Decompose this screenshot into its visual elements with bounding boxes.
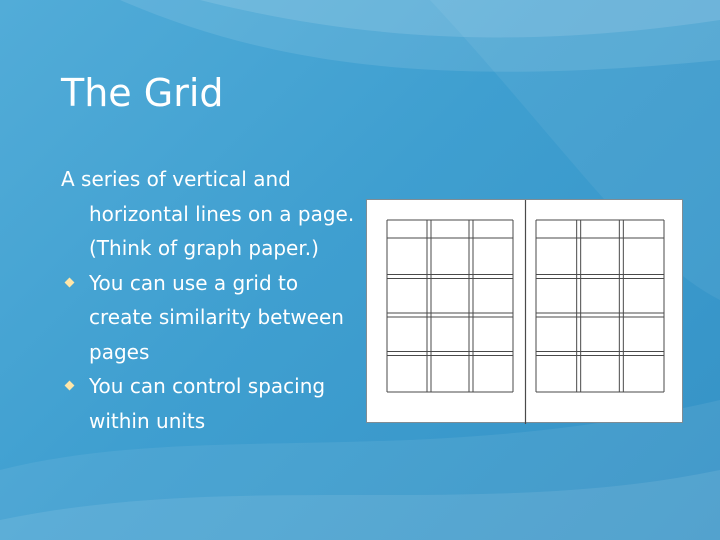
intro-paragraph: A series of vertical and horizontal lines on a page. (Think of graph paper.) (61, 167, 355, 260)
bullet-item-2 (61, 369, 361, 438)
slide-body (61, 162, 361, 438)
diamond-bullet-icon (65, 277, 75, 287)
bullet-text-1: You can use a grid to create similarity between pages (89, 270, 344, 364)
bullet-item-1 (61, 266, 361, 370)
bullet-text-2: You can control spacing within units (89, 374, 326, 433)
grid-spread-illustration (367, 200, 684, 424)
diamond-bullet-icon (65, 381, 75, 391)
slide-title: The Grid (61, 71, 224, 115)
grid-illustration (366, 199, 683, 423)
